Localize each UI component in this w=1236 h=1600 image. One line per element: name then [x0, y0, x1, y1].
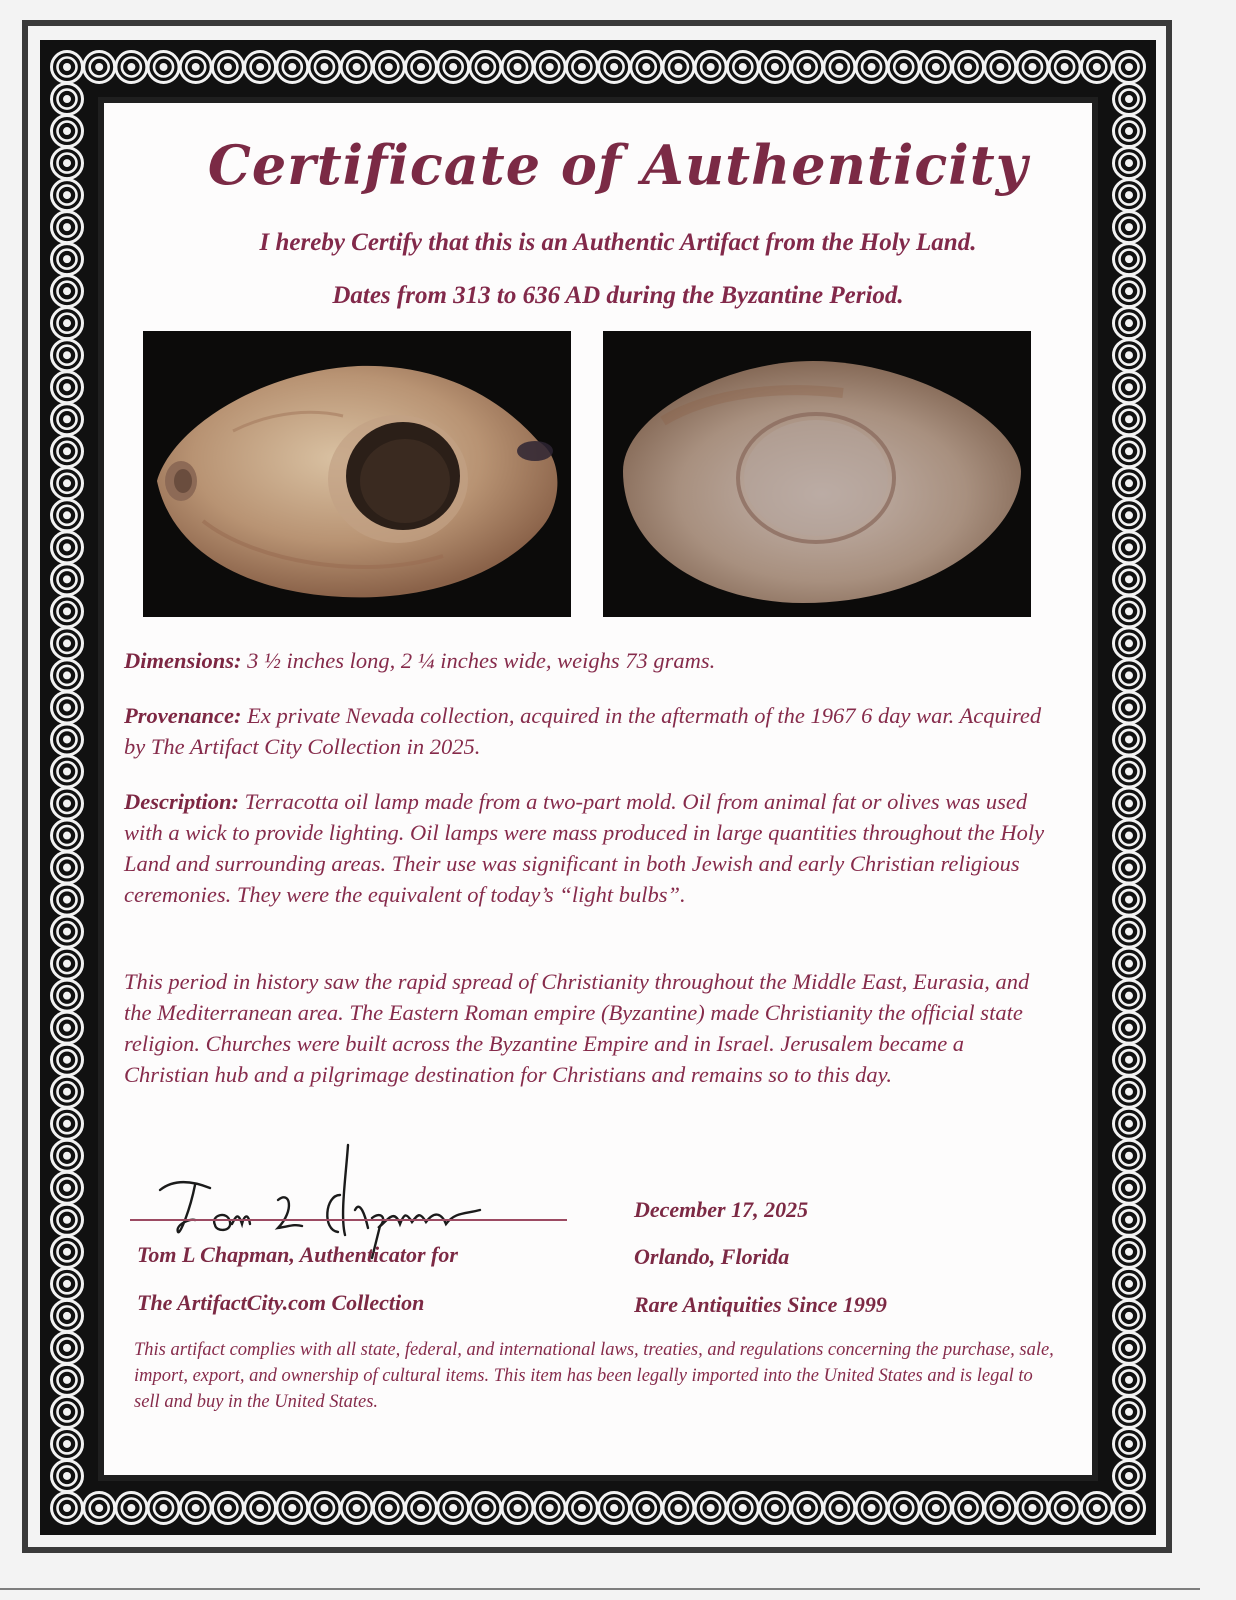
oil-lamp-top-icon [143, 331, 571, 617]
provenance-value: Ex private Nevada collection, acquired in the aftermath of the 1967 6 day war. Acquired by The Artifact City Collection in 2025. [124, 703, 1042, 759]
artifact-photo-top [143, 331, 571, 617]
description-value: Terracotta oil lamp made from a two-part mold. Oil from animal fat or olives was used with a wick to provide lighting. Oil lamps were mass produced in large quantities throughout the Holy Land and surrounding areas. Their use was significant in both Jewish and early Christian religious ceremonies. They were the equivalent of today’s “light bulbs”. [124, 789, 1045, 907]
provenance-paragraph [124, 700, 1054, 762]
certificate-title: Certificate of Authenticity [207, 133, 1029, 197]
history-paragraph: This period in history saw the rapid spread of Christianity throughout the Middle East, Eurasia, and the Mediterranean area. The Eastern Roman empire (Byzantine) made Christianity the official state religion. Churches were built across the Byzantine Empire and in Israel. Jerusalem became a Christian hub and a pilgrimage destination for Christians and remains so to this day. [124, 969, 1030, 1087]
dimensions-value: 3 ½ inches long, 2 ¼ inches wide, weighs 73 grams. [241, 648, 716, 673]
issue-date: December 17, 2025 [634, 1197, 809, 1222]
artifact-photo-bottom [603, 331, 1031, 617]
description-paragraph [124, 786, 1054, 910]
scan-edge-rule [0, 1588, 1200, 1590]
provenance-label: Provenance: [124, 703, 242, 728]
oil-lamp-bottom-icon [603, 331, 1031, 617]
description-label: Description: [124, 789, 239, 814]
issue-location: Orlando, Florida [634, 1244, 790, 1269]
collection-name: The ArtifactCity.com Collection [137, 1290, 425, 1315]
company-tagline: Rare Antiquities Since 1999 [634, 1292, 887, 1317]
certify-statement: I hereby Certify that this is an Authentic Artifact from the Holy Land. [259, 229, 977, 256]
dimensions-label: Dimensions: [124, 648, 242, 673]
legal-compliance-statement: This artifact complies with all state, federal, and international laws, treaties, and regulations concerning the purchase, sale, import, export, and ownership of cultural items. This item has been legally imported into the United States and is legal to sell and buy in the United States. [134, 1340, 1054, 1412]
period-statement: Dates from 313 to 636 AD during the Byzantine Period. [332, 282, 904, 309]
dimensions-paragraph [124, 645, 1054, 676]
authenticator-name: Tom L Chapman, Authenticator for [137, 1242, 458, 1267]
signature-line [130, 1219, 567, 1221]
